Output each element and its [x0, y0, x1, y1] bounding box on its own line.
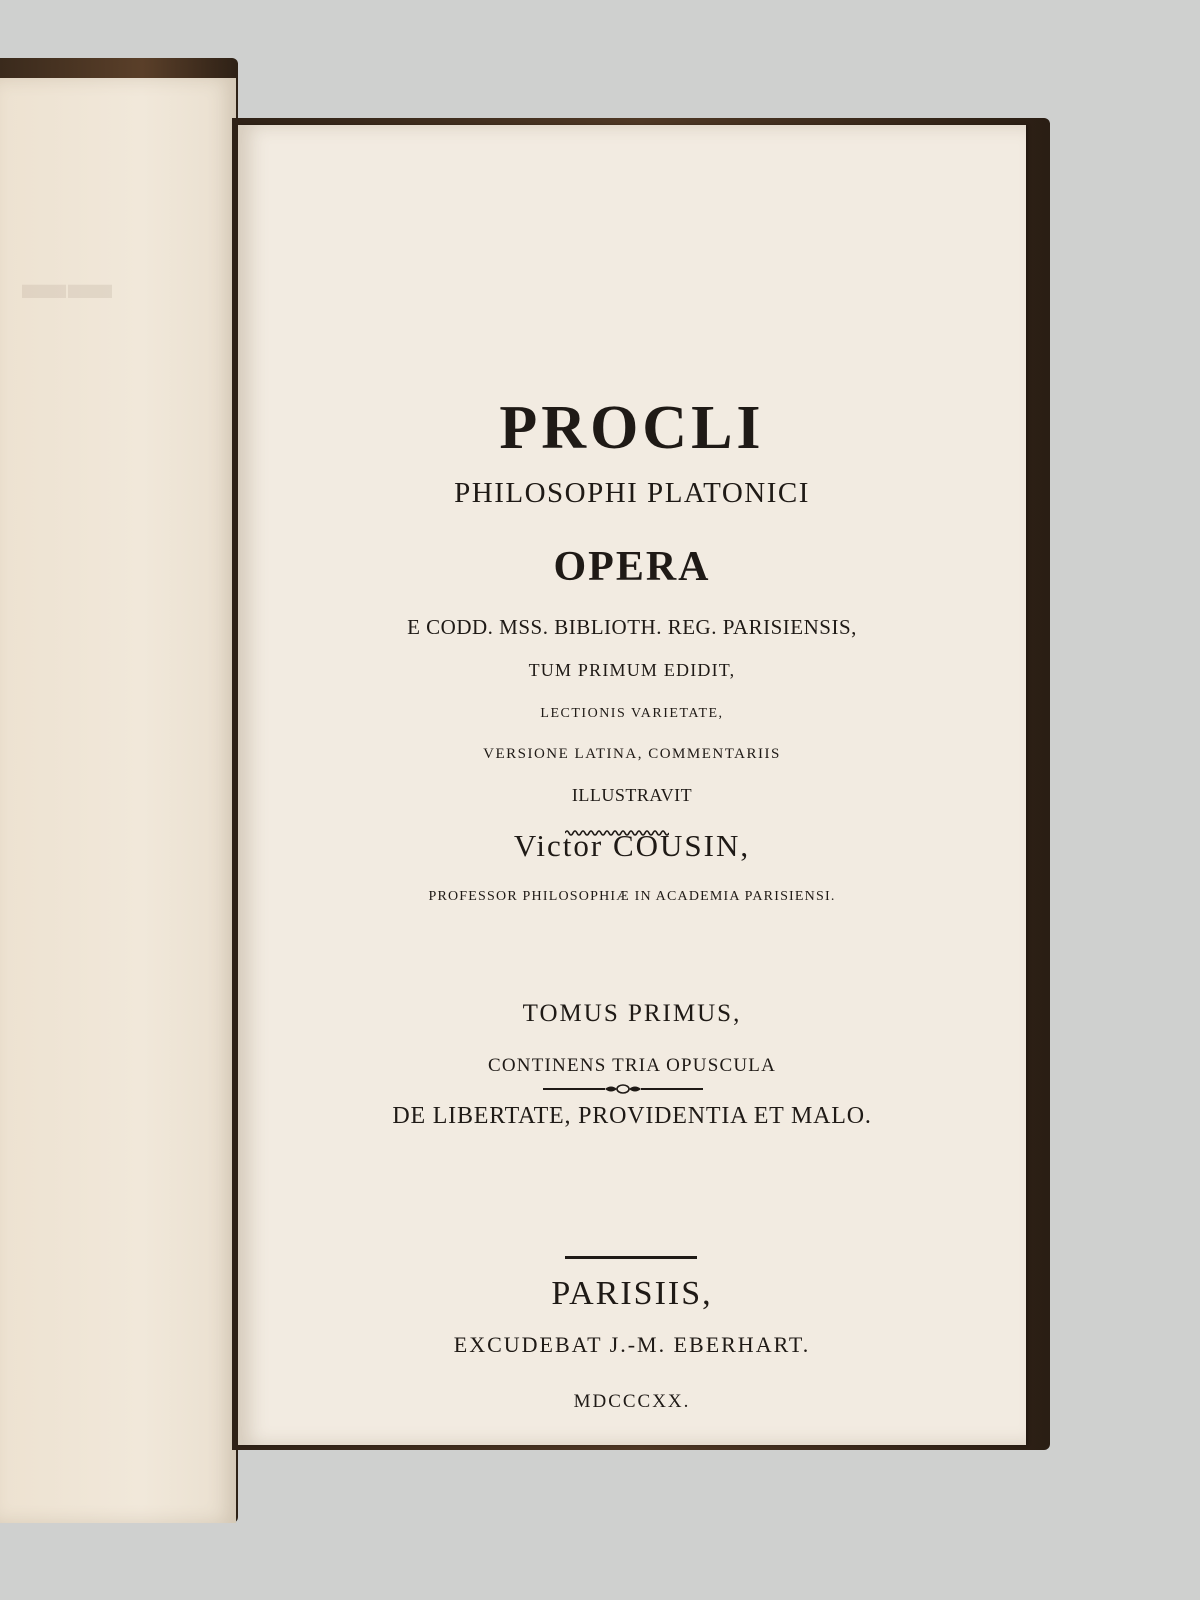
contents-intro: CONTINENS TRIA OPUSCULA — [488, 1055, 776, 1076]
author-title: PROFESSOR PHILOSOPHIÆ IN ACADEMIA PARISIENSI. — [428, 889, 836, 904]
book-subtitle: PHILOSOPHI PLATONICI — [454, 477, 810, 509]
title-page — [238, 125, 1026, 1445]
show-through-text: ▬▬ — [22, 259, 114, 308]
contents-titles: DE LIBERTATE, PROVIDENTIA ET MALO. — [392, 1103, 872, 1129]
book-title: PROCLI — [499, 394, 765, 462]
imprint-city: PARISIIS, — [551, 1275, 713, 1312]
source-line: E CODD. MSS. BIBLIOTH. REG. PARISIENSIS, — [407, 615, 857, 639]
ornamental-rule — [543, 1083, 703, 1095]
edition-line: TUM PRIMUM EDIDIT, — [528, 660, 736, 680]
illustrated-line: ILLUSTRAVIT — [571, 785, 693, 805]
wavy-rule-ornament — [565, 829, 669, 837]
plain-rule — [565, 1256, 697, 1259]
imprint-year: MDCCCXX. — [573, 1391, 691, 1412]
author-name: Victor COUSIN, — [513, 828, 751, 863]
translation-line: VERSIONE LATINA, COMMENTARIIS — [483, 746, 781, 762]
left-page — [0, 78, 236, 1523]
variants-line: LECTIONIS VARIETATE, — [540, 706, 724, 721]
book-heading: OPERA — [553, 544, 711, 590]
volume-line: TOMUS PRIMUS, — [522, 1000, 742, 1027]
imprint-printer: EXCUDEBAT J.-M. EBERHART. — [453, 1332, 811, 1357]
